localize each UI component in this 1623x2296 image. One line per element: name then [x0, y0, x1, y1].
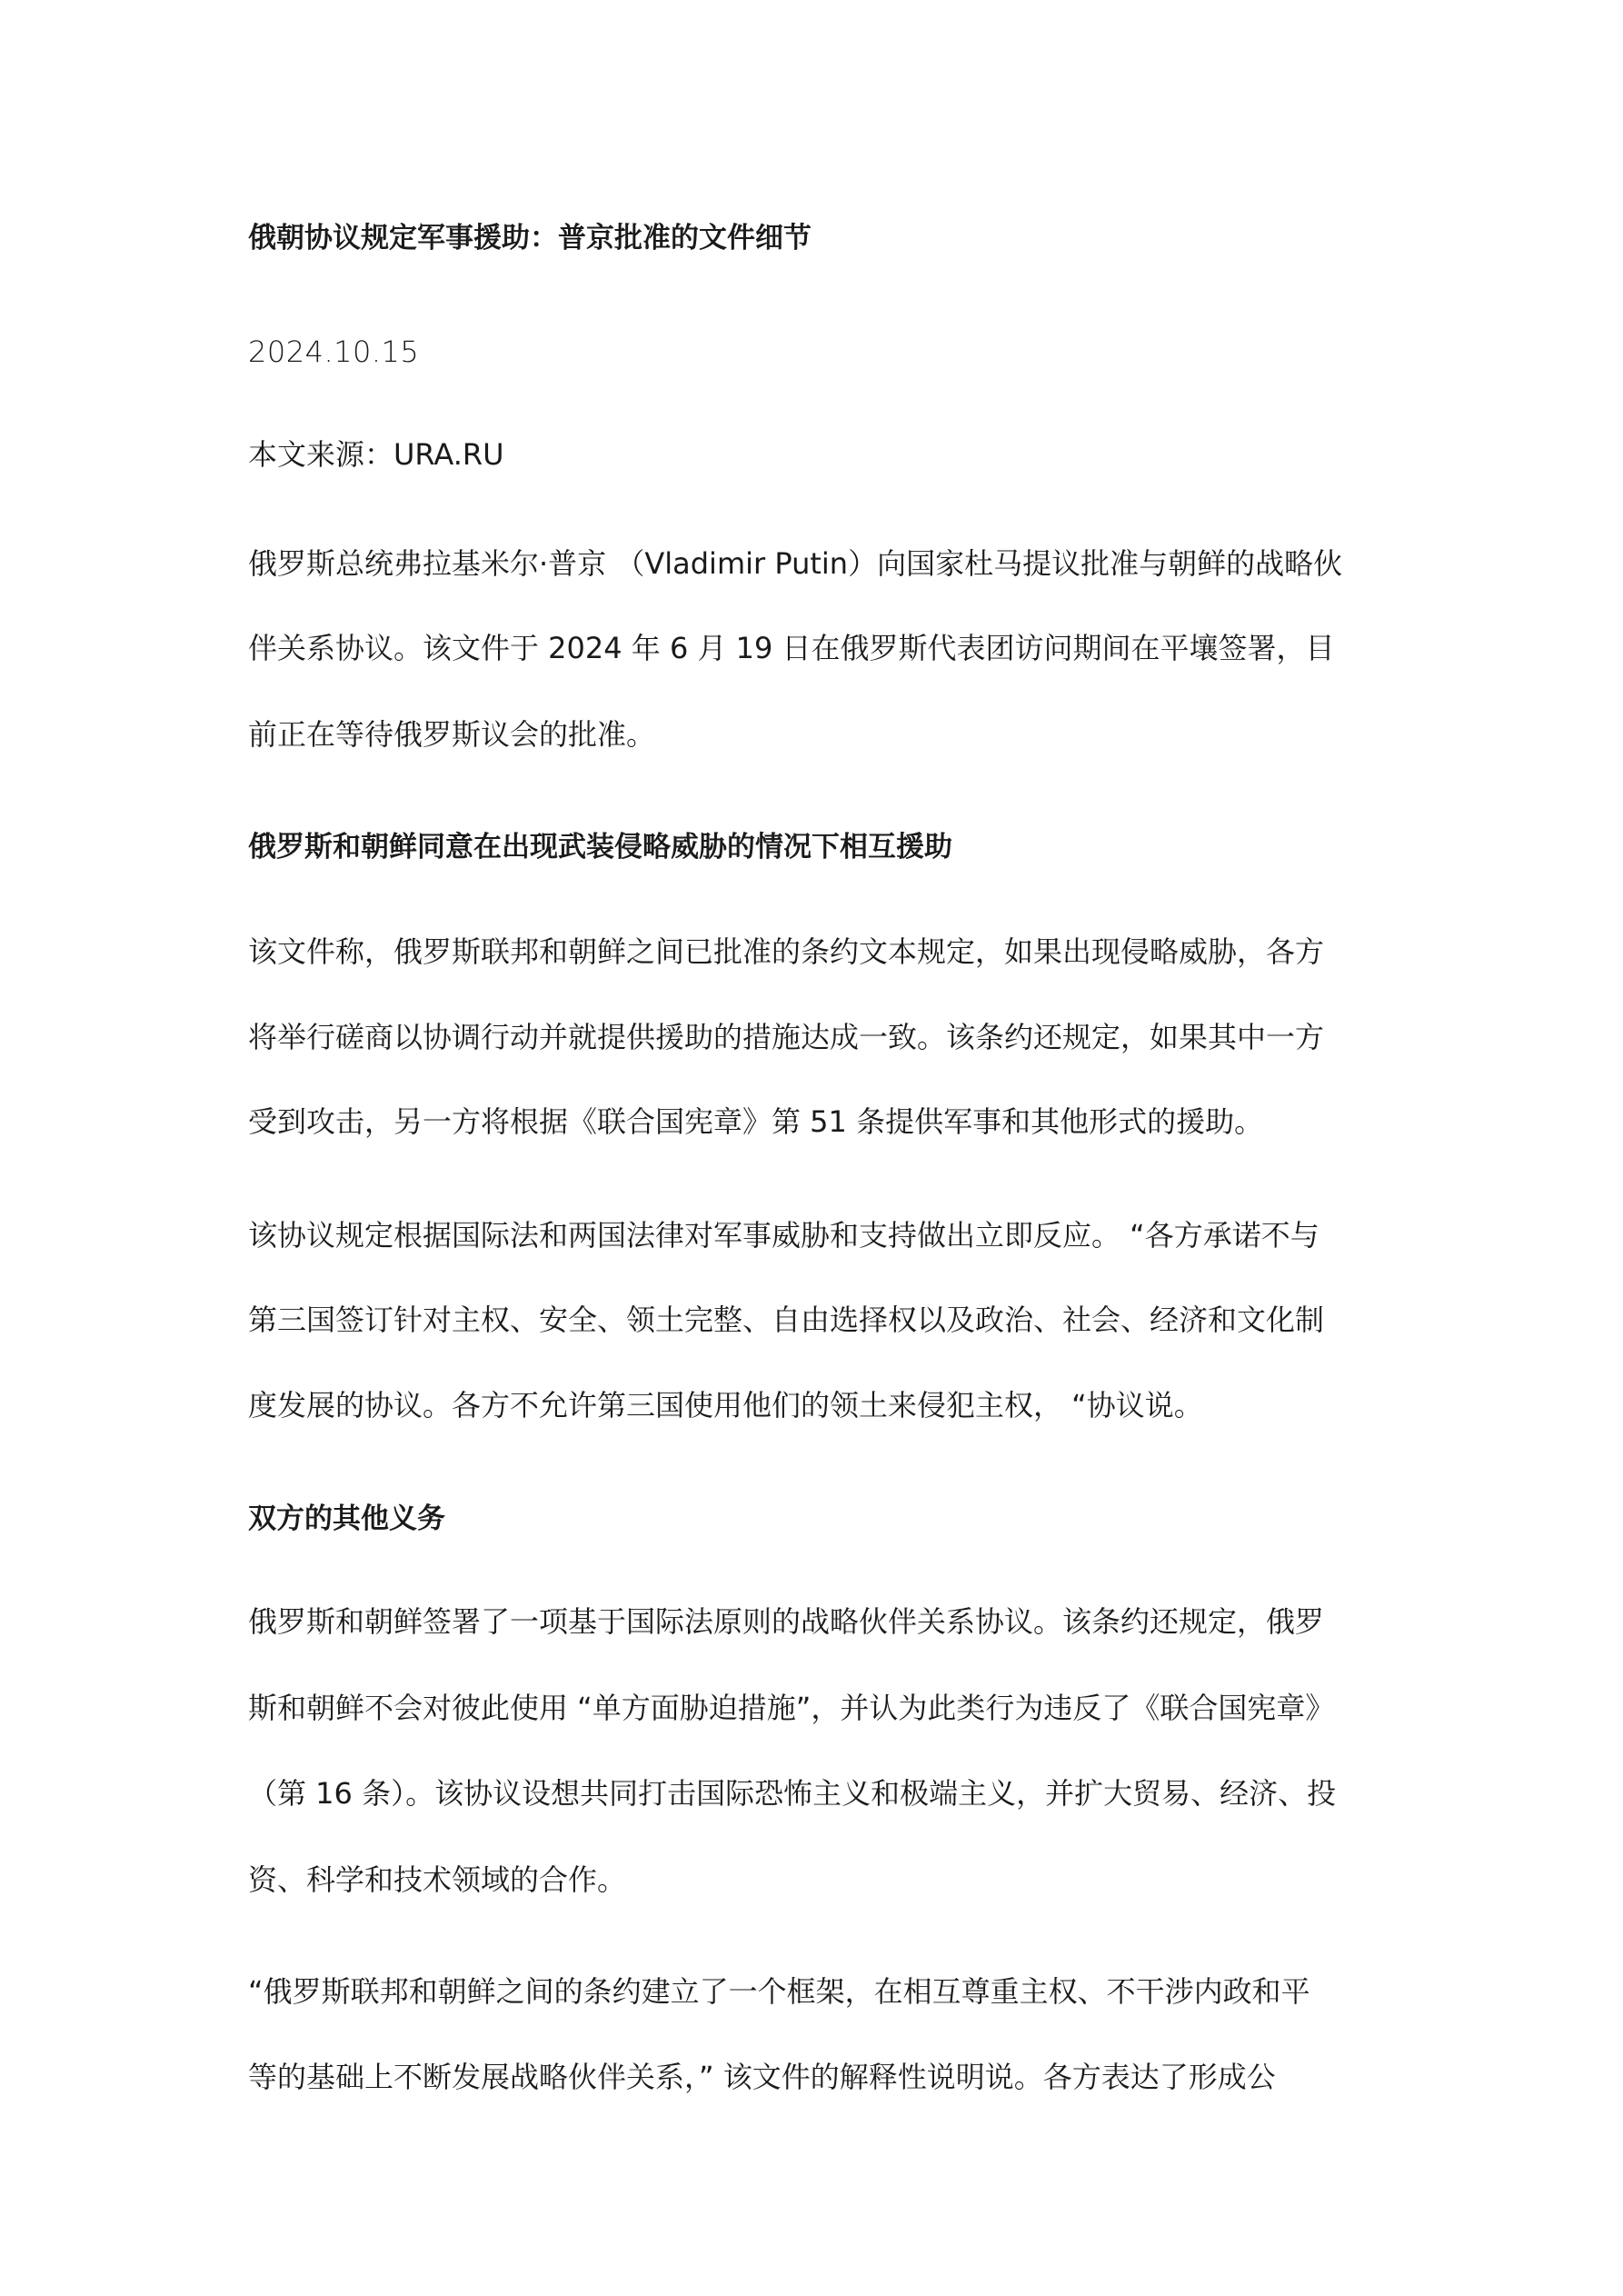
- paragraph-line: 伴关系协议。该文件于 2024 年 6 月 19 日在俄罗斯代表团访问期间在平壤签署，目: [248, 631, 1335, 665]
- paragraph-line: 该协议规定根据国际法和两国法律对军事威胁和支持做出立即反应。 “各方承诺不与: [248, 1218, 1319, 1253]
- section-heading: 双方的其他义务: [248, 1502, 445, 1535]
- paragraph-line: 第三国签订针对主权、安全、领土完整、自由选择权以及政治、社会、经济和文化制: [248, 1303, 1325, 1337]
- paragraph-line: 等的基础上不断发展战略伙伴关系，” 该文件的解释性说明说。各方表达了形成公: [248, 2060, 1276, 2094]
- paragraph-line: 资、科学和技术领域的合作。: [248, 1862, 627, 1897]
- article-source: 本文来源：URA.RU: [248, 437, 504, 472]
- paragraph-line: 将举行磋商以协调行动并就提供援助的措施达成一致。该条约还规定，如果其中一方: [248, 1020, 1325, 1054]
- section-heading: 俄罗斯和朝鲜同意在出现武装侵略威胁的情况下相互援助: [248, 831, 952, 863]
- paragraph-line: 俄罗斯和朝鲜签署了一项基于国际法原则的战略伙伴关系协议。该条约还规定，俄罗: [248, 1604, 1325, 1639]
- paragraph-line: （第 16 条）。该协议设想共同打击国际恐怖主义和极端主义，并扩大贸易、经济、投: [248, 1776, 1337, 1811]
- paragraph-line: 该文件称，俄罗斯联邦和朝鲜之间已批准的条约文本规定，如果出现侵略威胁，各方: [248, 934, 1325, 969]
- paragraph-line: 俄罗斯总统弗拉基米尔·普京 （Vladimir Putin）向国家杜马提议批准与朝鲜的战略伙: [248, 546, 1343, 581]
- paragraph-line: 度发展的协议。各方不允许第三国使用他们的领土来侵犯主权， “协议说。: [248, 1388, 1203, 1423]
- paragraph-line: 斯和朝鲜不会对彼此使用 “单方面胁迫措施”，并认为此类行为违反了《联合国宪章》: [248, 1691, 1335, 1725]
- article-date: 2024.10.15: [248, 334, 420, 369]
- article-title: 俄朝协议规定军事援助：普京批准的文件细节: [248, 222, 812, 255]
- paragraph-line: “俄罗斯联邦和朝鲜之间的条约建立了一个框架，在相互尊重主权、不干涉内政和平: [248, 1974, 1310, 2009]
- paragraph-line: 前正在等待俄罗斯议会的批准。: [248, 717, 656, 752]
- paragraph-line: 受到攻击，另一方将根据《联合国宪章》第 51 条提供军事和其他形式的援助。: [248, 1104, 1264, 1139]
